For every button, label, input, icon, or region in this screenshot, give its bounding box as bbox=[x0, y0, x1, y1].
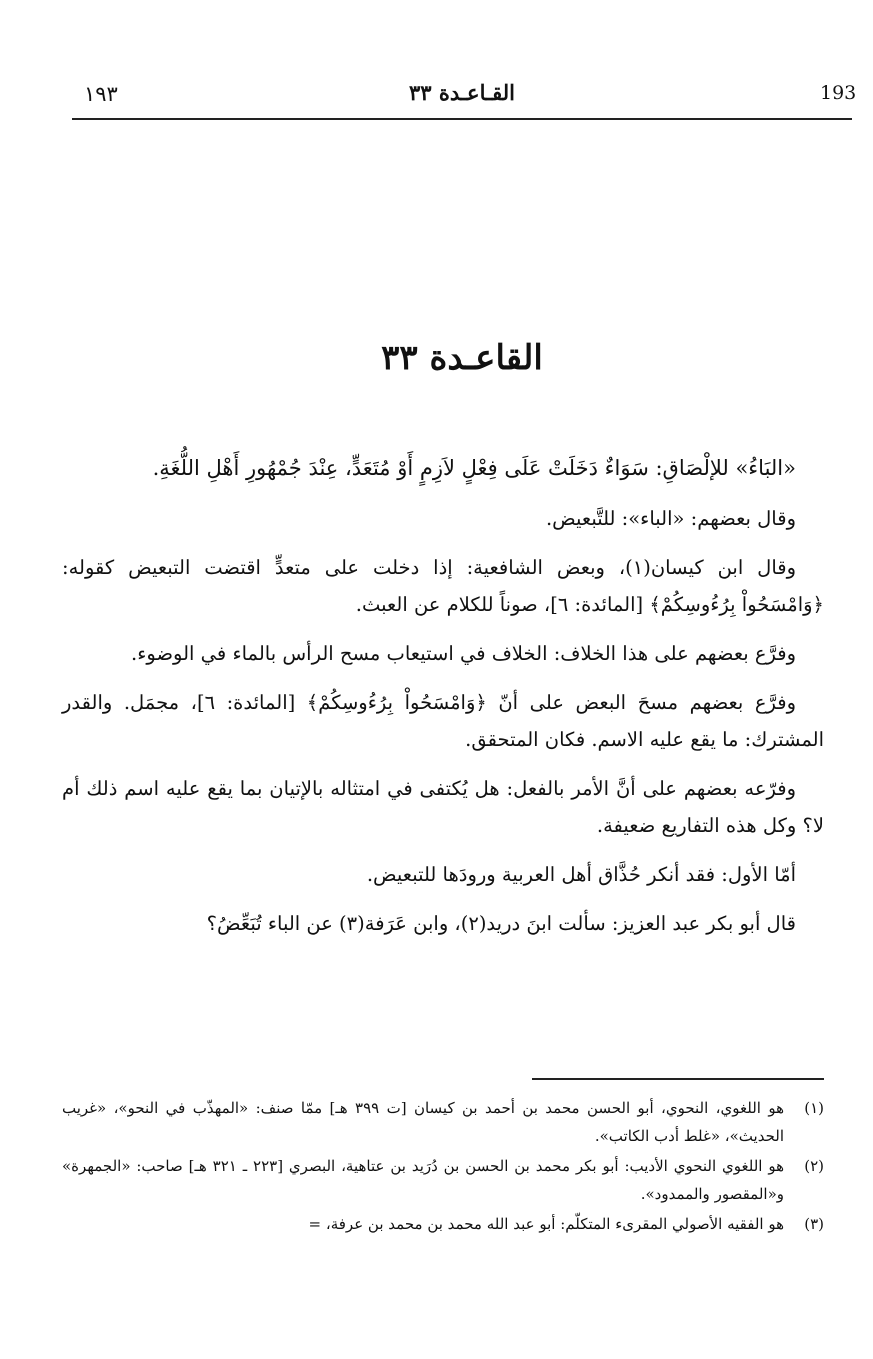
page-number-latin: 193 bbox=[820, 82, 857, 104]
footnote-text: هو الفقيه الأصولي المقرىء المتكلّم: أبو عبد الله محمد بن محمد بن عرفة، = bbox=[308, 1215, 784, 1233]
running-title: القـاعـدة ٣٣ bbox=[409, 80, 515, 105]
footnote-number: (١) bbox=[804, 1099, 824, 1117]
paragraph: قال أبو بكر عبد العزيز: سألت ابنَ دريد(٢)، وابن عَرَفة(٣) عن الباء تُبَعِّضُ؟ bbox=[206, 912, 796, 935]
body-text bbox=[62, 446, 824, 954]
chapter-title: القاعـدة ٣٣ bbox=[381, 338, 543, 378]
footnote-text: هو اللغوي النحوي الأديب: أبو بكر محمد بن الحسن بن دُرَيد بن عتاهية، البصري [٢٢٣ ـ ٣٢١ هـ] صاحب: «الجمهرة» و«المقصور والممدود». bbox=[62, 1157, 784, 1203]
paragraph: وقال بعضهم: «الباء»: للتَّبعيض. bbox=[545, 507, 796, 530]
footnote-text: هو اللغوي، النحوي، أبو الحسن محمد بن أحمد بن كيسان [ت ٣٩٩ هـ] ممّا صنف: «المهذّب في النحو»، «غريب الحديث»، «غلط أدب الكاتب». bbox=[62, 1099, 784, 1145]
page-number-arabic: ١٩٣ bbox=[84, 82, 118, 106]
paragraph: وفرَّع بعضهم على هذا الخلاف: الخلاف في استيعاب مسح الرأس بالماء في الوضوء. bbox=[131, 642, 796, 665]
running-header bbox=[72, 78, 857, 120]
footnote-separator bbox=[532, 1078, 824, 1080]
footnote bbox=[62, 1210, 824, 1238]
paragraph: «البَاءُ» للإلْصَاقِ: سَوَاءٌ دَخَلَتْ عَلَى فِعْلٍ لاَزِمٍ أَوْ مُتَعَدٍّ، عِنْدَ جُمْهُورِ أَهْلِ اللُّغَةِ. bbox=[152, 456, 796, 480]
footnote bbox=[62, 1152, 824, 1208]
paragraph: أمّا الأول: فقد أنكر حُذَّاق أهل العربية ورودَها للتبعيض. bbox=[366, 863, 796, 886]
paragraph: وفرّعه بعضهم على أنَّ الأمر بالفعل: هل يُكتفى في امتثاله بالإتيان بما يقع عليه اسم ذلك أم لا؟ وكل هذه التفاريع ضعيفة. bbox=[62, 777, 824, 837]
footnote bbox=[62, 1094, 824, 1150]
footnotes bbox=[62, 1094, 824, 1240]
footnote-number: (٣) bbox=[804, 1215, 824, 1233]
paragraph: وفرَّع بعضهم مسحَ البعض على أنّ ﴿وَامْسَحُواْ بِرُءُوسِكُمْ﴾ [المائدة: ٦]، مجمَل. والقدر المشترك: ما يقع عليه الاسم. فكان المتحقق. bbox=[62, 691, 824, 751]
footnote-number: (٢) bbox=[804, 1157, 824, 1175]
paragraph: وقال ابن كيسان(١)، وبعض الشافعية: إذا دخلت على متعدٍّ اقتضت التبعيض كقوله: ﴿وَامْسَحُواْ بِرُءُوسِكُمْ﴾ [المائدة: ٦]، صوناً للكلام عن العبث. bbox=[62, 556, 824, 616]
